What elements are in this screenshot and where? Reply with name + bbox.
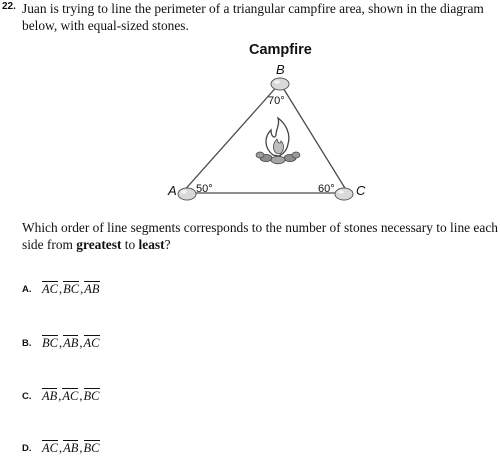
segment-label: AC — [83, 336, 100, 350]
segment-label: BC — [63, 282, 80, 296]
segment-label: AC — [42, 282, 58, 296]
prompt-text: Which order of line segments corresponds to the number of stones necessary to line each side from — [22, 220, 498, 252]
choice-letter: A. — [22, 284, 32, 295]
question-stem: Juan is trying to line the perimeter of a triangular campfire area, shown in the diagram below, with equal-sized stones. — [22, 1, 484, 33]
segment-label: BC — [83, 389, 100, 403]
segment-label: AB — [42, 389, 58, 403]
segment-label: AB — [63, 336, 79, 350]
prompt-emphasis-greatest: greatest — [76, 237, 122, 252]
choice-letter: B. — [22, 338, 32, 349]
campfire-icon — [256, 118, 300, 164]
vertex-a-label: A — [168, 183, 177, 198]
choice-answer: AC,AB,BC — [42, 441, 100, 455]
stone-icon — [271, 78, 289, 90]
choice-letter: C. — [22, 391, 32, 402]
angle-c-label: 60° — [318, 183, 335, 195]
angle-b-label: 70° — [268, 95, 285, 107]
segment-label: BC — [83, 441, 100, 455]
angle-a-label: 50° — [196, 183, 213, 195]
triangle-figure — [160, 38, 380, 213]
choice-letter: D. — [22, 443, 32, 454]
prompt-end: ? — [164, 237, 171, 252]
choice-answer: AC,BC,AB — [42, 282, 100, 296]
vertex-c-label: C — [356, 183, 366, 198]
prompt-emphasis-least: least — [138, 237, 165, 252]
segment-label: AB — [84, 282, 100, 296]
stone-icon — [178, 188, 196, 200]
segment-label: BC — [42, 336, 58, 350]
question-number: 22. — [2, 1, 16, 12]
segment-label: AC — [62, 389, 79, 403]
question-prompt — [22, 219, 500, 253]
campfire-diagram — [160, 38, 380, 213]
stone-icon — [335, 188, 353, 200]
vertex-b-label: B — [276, 62, 285, 77]
segment-label: AC — [42, 441, 58, 455]
segment-label: AB — [63, 441, 79, 455]
choice-answer: BC,AB,AC — [42, 336, 100, 350]
choice-answer: AB,AC,BC — [42, 389, 100, 403]
prompt-text-to: to — [121, 237, 139, 252]
triangle — [182, 83, 348, 193]
diagram-title: Campfire — [249, 42, 312, 58]
